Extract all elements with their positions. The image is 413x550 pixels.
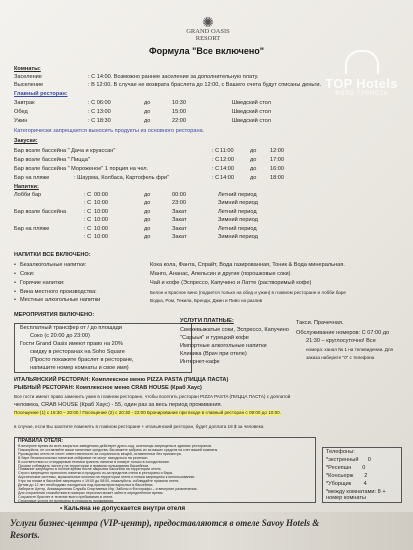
- hotel-logo: [178, 16, 238, 42]
- checkin-text: : С 14:00. Возможно раннее заселение за дополнительную плату.: [88, 74, 259, 80]
- rule-item: Сохраните браслет в течение всего пребывания в отеле.: [18, 494, 114, 499]
- paid-line-3: Импортные алкогольные напитки: [180, 343, 267, 349]
- rule-item: Заберите Центр, Анимационная Служба Спортивных Игр, Заботы и Фотографы – и вечерние развлечения.: [18, 486, 198, 491]
- phone-emergency: *экстренный 0: [326, 457, 371, 463]
- drinks-note-3: Летний период: [218, 209, 257, 215]
- phone-room-to-room: *между комнатами: 8 +: [326, 489, 386, 495]
- rule-item: Для сохранения спокойствия в номерах персонал может зайти в определённое время.: [18, 490, 164, 495]
- rule-item: Руководство отеля не несет ответственности за сохранность вещей, оставленных без присмотра.: [18, 451, 182, 456]
- drinks-note-6: Зимний период: [218, 234, 258, 240]
- rule-item: В баре безалкогольных напитков сейфовые не могут находиться на ресепшн.: [18, 455, 149, 460]
- event-line-4: скидку в ресторанах на Soho Square: [30, 349, 125, 355]
- phone-housekeeping: *Уборщик 4: [326, 481, 367, 487]
- italian-line-6: в случае, если Вы захотите поменять в главном ресторане + итальянский ресторан, будет доплата 18 $ за человека: [14, 424, 264, 429]
- phone-room-number: номер комнаты: [326, 495, 366, 501]
- paid-services-heading: УСЛУГИ ПЛАТНЫЕ:: [180, 318, 234, 324]
- phone-reception: *Ресепшн 0: [326, 465, 366, 471]
- drinks-note-4: Зимний период: [218, 217, 258, 223]
- main-restaurant-warning: Категорически запрещается выносить продукты из основного ресторана.: [14, 128, 205, 134]
- italian-line-5: Посещение (1) с 18:30 – 20:00 / Посещение (2) с 20:30 - 22:00 Бронирование при входе в главный ресторан с 09:00 до 10:00.: [14, 410, 282, 415]
- service-line-1: Такси. Прачечная.: [296, 320, 344, 326]
- drinks-note-1: Летний период: [218, 192, 257, 198]
- main-restaurant-heading: Главный ресторан:: [14, 91, 68, 97]
- drinks-note-2: Зимний период: [218, 200, 258, 206]
- snacks-heading: Закуски:: [14, 138, 38, 144]
- event-line-2: Соко (с 20:00 до 23:00): [30, 333, 90, 339]
- service-line-5: заказа наберите "0" с телефона: [306, 355, 375, 360]
- event-line-1: Бесплатный трансфер от / до площади: [20, 325, 122, 331]
- checkin-label: Заселение: [14, 74, 42, 80]
- event-line-3: Гости Grand Oasis имеют право на 20%: [20, 341, 123, 347]
- watermark-title: TOP Hotels: [325, 76, 398, 91]
- rule-item: В соответствии со стандартами техники хранить напитки в номере только в холодильнике.: [18, 459, 170, 464]
- italian-line-3: Все гости имеют право заменить ужин в главном ресторане, чтобы посетить ресторан PIZZA PASTA (ПИЦЦА ПАСТА) с доплатой: [14, 394, 291, 399]
- logo-name: GRAND OASIS: [186, 28, 230, 35]
- rule-item: Утро на пляже в бассейне запрещено с 19:00 до 08:00, пожалуйста, соблюдайте правила отеля.: [18, 479, 180, 484]
- watermark-subtitle: ФОТО ТУРИСТА: [334, 91, 389, 97]
- drinks-note-5: Летний период: [218, 226, 257, 232]
- footer-line-1: Услуги бизнес-центра (VIP-центр), предоставляются в отеле Savoy Hotels &: [10, 518, 320, 528]
- paid-line-2: "Сарыья" и турецкий кофе: [180, 335, 249, 341]
- rule-item: Акустические системы, музыкальные колонки на территории отеля и пляжа запрещены к использованию.: [18, 475, 196, 480]
- checkout-label: Выселение: [14, 82, 44, 88]
- italian-line-4: человека, CRAB HOUSE (Краб Хаус) - 55, один раз за весь период проживания.: [14, 402, 223, 408]
- checkout-text: : В 12:00. В случае не возврата браслета до 12:00, с Вашего счета будут списаны деньги.: [88, 82, 322, 88]
- phone-concierge: *Консьерж 2: [326, 473, 368, 479]
- italian-line-2: РЫБНЫЙ РЕСТОРАН: Комплексное меню CRAB HOUSE (Краб Хаус): [14, 385, 202, 391]
- rule-item: Просим соблюдать чистоту на территории и правила пользования бассейном.: [18, 463, 149, 468]
- paid-line-4: Клиника (Врач при отеле): [180, 351, 247, 357]
- rule-item: Пожалуйста, не оставляйте ваши наличные средства. Вы можете забрать их из ваших средств на счет вашей комнаты.: [18, 447, 219, 452]
- menu-document: ✺ GRAND OASIS RESORT TOP Hotels ФОТО ТУРИСТА Формула "Все включено" Комнаты: Заселение : С 14:00. Возможно раннее заселение за дополнительную плату. Выселение : В 12:00. В случае не возврата браслета до 12:00, с Вашего счета будут списаны деньги. Главный ресторан: Завтрак : С 06:00 до 10:30 Шведский стол Обед : С 13:00 до 15:00 Шведский стол Ужин : С 18:30 до 22:00 Шведский стол Категорически запрещается выносить продукты из основного ресторана. Закуски: Бар возле бассейна " Дача и круассан" : С 11:00 до 12:00 Бар возле бассейна " Пицца" : С 12:00 до 17:00 Бар возле бассейна " Мороженое" 1 порция на чел. : С 14:00 до 16:00 Бар на пляже : Шаурма, Колбаса, Картофель фри" : С 14:00 до 18:00 Напитки: Лобби бар : С 00:00 до 00:00 Летний период : С 10:00 до 23:00 Зимний период Бар возле бассейна : С 10:00 до Закат Летний период : С 10:00 до Закат Зимний период Бар на пляже : С 10:00 до Закат Летний период : С 10:00 до Закат Зимний период НАПИТКИ ВСЕ ВКЛЮЧЕНО: • Безалкогольные напитки: Кока кола, Фанта, Спрайт, Вода газированная, Тоник & Вода минеральная. • Соки: Манго, Ананас, Апельсин и другие (порошковые соки) • Горячие напитки: Чай и кофе (Эспрессо, Капучино и Латте (растворимый кофе) • Вина местного производства: Белое и Красное вино (подается только на обед и ужин) в главном ресторане и лобби баре • Местные алкогольные напитки Водка, Ром, Текила, Бренди, Джин и Пиво на разлив МЕРОПРИЯТИЯ ВКЛЮЧЕНО: Бесплатный трансфер от / до площади Соко (с 20:00 до 23:00) Гости Grand Oasis имеют право на 20% скидку в ресторанах на Soho Square (Просто покажите браслет в ресторане, напишите номер комнаты и свое имя) УСЛУГИ ПЛАТНЫЕ: Свежевыжатые соки, Эспрессо, Капучино "Сарыья" и турецкий кофе Импортные алкогольные напитки Клиника (Врач при отеле) Интернет-кафе Такси. Прачечная. Обслуживание номеров: С 07:00 до 21:30 – круглосуточно! Все номера: канал № 1 на телевидении. Для заказа наберите "0" с телефона ИТАЛЬЯНСКИЙ РЕСТОРАН: Комплексное меню PIZZA PASTA (ПИЦЦА ПАСТА) РЫБНЫЙ РЕСТОРАН: Комплексное меню CRAB HOUSE (Краб Хаус) Все гости имеют право заменить ужин в главном ресторане, чтобы посетить ресторан PIZZA PASTA (ПИЦЦА ПАСТА) с доплатой человека, CRAB HOUSE (Краб Хаус) - 55, один раз за весь период проживания. Посещение (1) с 18:30 – 20:00 / Посещение (2) с 20:30 - 22:00 Бронирование при входе в главный ресторан с 09:00 до 10:00. в случае, если Вы захотите поменять в главном ресторане + итальянский ресторан, будет доплата 18 $ за человека ПРАВИЛА ОТЕЛЯ: В вечернее время во всех закрытых заведениях действует дресс-код, шлепанцы запрещены в зданиях ресторанов. Пожалуйста, не оставляйте ваши наличные средства. Вы можете забрать их из ваших средств на счет вашей комнаты. Руководство отеля не несет ответственности за сохранность вещей, оставленных без присмотра. В баре безалкогольных напитков сейфовые не могут находиться на ресепшн. В соответствии со стандартами техники хранить напитки в номере только в холодильнике. Просим соблюдать чистоту на территории и правила пользования бассейном. Плавание запрещено в ночное время после закрытия бассейна на территории отеля. Строго запрещено приносить напитки и продукты из-за пределов отеля в рестораны и бары. Акустические системы, музыкальные колонки на территории отеля и пляжа запрещены к использованию. Утро на пляже в бассейне запрещено с 19:00 до 08:00, пожалуйста, соблюдайте правила отеля. Детям до 12 лет необходимо находиться под присмотром взрослых в бассейнах. Заберите Центр, Анимационная Служба Спортивных Игр, Заботы и Фотографы – и вечерние развлечения. Для сохранения спокойствия в номерах персонал может зайти в определённое время. Сохраните браслет в течение всего пребывания в отеле. Страховые услуги не включены в стоимость проживания. Телефоны: *экстренный 0 *Ресепшн 0 *Консьерж 2 *Уборщик 4 *между комнатами: 8 + номер комнаты ▪ Кальяна не допускается внутри отеля Услуги бизнес-центра (VIP-центр), предоставляются в отеле Savoy Hotels & Resorts.: [0, 0, 413, 550]
- included-drinks-heading: НАПИТКИ ВСЕ ВКЛЮЧЕНО:: [14, 252, 91, 258]
- service-line-3: 21:30 – круглосуточно! Все: [306, 338, 376, 344]
- paid-line-5: Интернет-кафе: [180, 359, 220, 365]
- logo-sub: RESORT: [195, 35, 221, 42]
- events-heading: МЕРОПРИЯТИЯ ВКЛЮЧЕНО:: [14, 312, 95, 318]
- event-line-5: (Просто покажите браслет в ресторане,: [30, 357, 134, 363]
- italian-line-1: ИТАЛЬЯНСКИЙ РЕСТОРАН: Комплексное меню PIZZA PASTA (ПИЦЦА ПАСТА): [14, 377, 229, 383]
- rule-item: Строго запрещено приносить напитки и продукты из-за пределов отеля в рестораны и бары.: [18, 471, 174, 476]
- rule-item: Детям до 12 лет необходимо находиться под присмотром взрослых в бассейнах.: [18, 483, 154, 487]
- rooms-heading: Комнаты:: [14, 66, 41, 72]
- logo-mark-icon: ✺: [202, 14, 214, 30]
- drinks-heading: Напитки:: [14, 184, 39, 190]
- rule-item: В вечернее время во всех закрытых заведениях действует дресс-код, шлепанцы запрещены в зданиях ресторанов.: [18, 444, 213, 448]
- service-line-2: Обслуживание номеров: С 07:00 до: [296, 330, 390, 336]
- rules-heading: ПРАВИЛА ОТЕЛЯ:: [18, 438, 63, 444]
- tophotels-watermark: [314, 50, 409, 97]
- service-line-4: номера: канал № 1 на телевидении. Для: [306, 347, 394, 352]
- event-line-6: напишите номер комнаты и свое имя): [30, 365, 129, 371]
- footer-line-2: Resorts.: [10, 530, 40, 540]
- rule-item: Страховые услуги не включены в стоимость проживания.: [18, 498, 115, 503]
- paid-line-1: Свежевыжатые соки, Эспрессо, Капучино: [180, 327, 289, 333]
- rule-item: Плавание запрещено в ночное время после закрытия бассейна на территории отеля.: [18, 467, 162, 472]
- phones-heading: Телефоны:: [326, 449, 355, 455]
- hookah-notice: ▪ Кальяна не допускается внутри отеля: [60, 505, 186, 512]
- page-title: Формула "Все включено": [148, 46, 265, 56]
